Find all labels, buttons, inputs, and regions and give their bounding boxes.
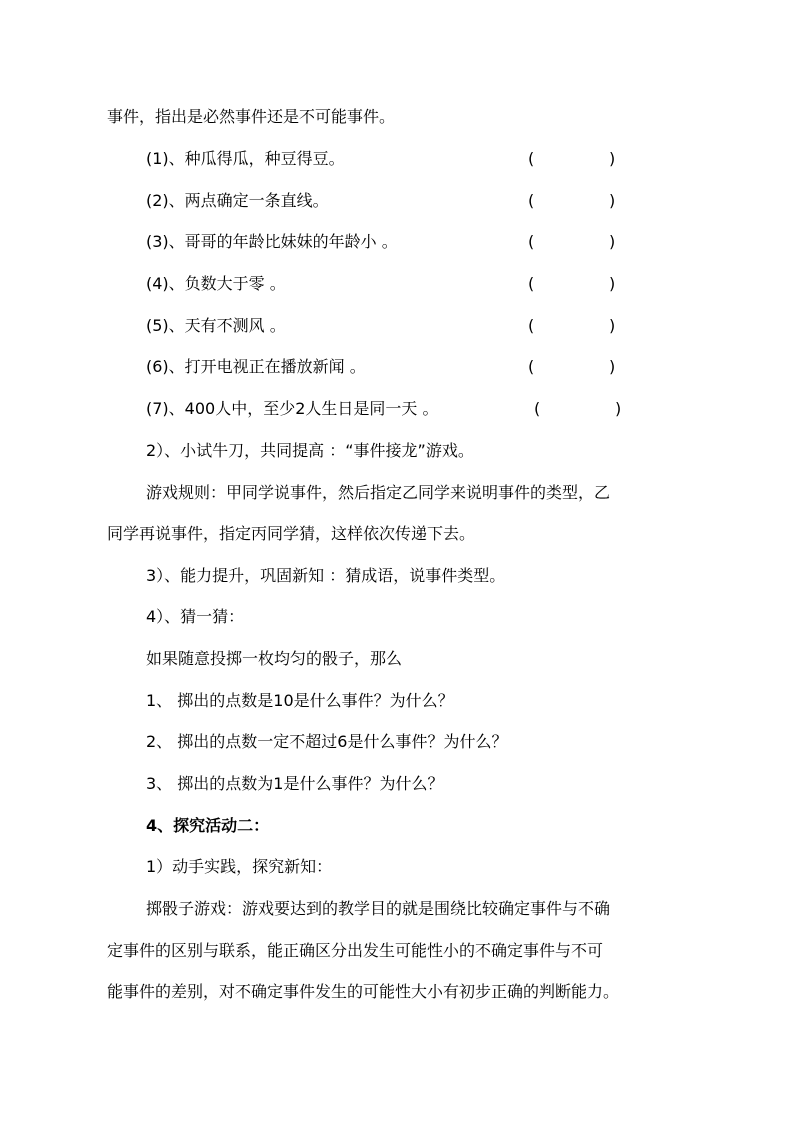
answer-close-paren-1: ): [609, 149, 616, 168]
question-5: (5)、天有不测风 。: [146, 316, 286, 335]
section-4-heading: 4）、猜一猜：: [146, 607, 245, 626]
dice-question-2: 2、 掷出的点数一定不超过6是什么事件？为什么？: [146, 732, 508, 751]
question-2: (2)、两点确定一条直线。: [146, 191, 329, 210]
answer-close-paren-3: ): [609, 232, 616, 251]
question-6: (6)、打开电视正在播放新闻 。: [146, 357, 366, 376]
intro-text: 事件，指出是必然事件还是不可能事件。: [107, 107, 396, 126]
activity-subheading: 1）动手实践，探究新知：: [146, 857, 333, 876]
answer-open-paren-1: (: [528, 149, 535, 168]
dice-game-line-1: 掷骰子游戏：游戏要达到的教学目的就是围绕比较确定事件与不确: [146, 899, 611, 918]
question-1: (1)、种瓜得瓜，种豆得豆。: [146, 149, 345, 168]
answer-close-paren-4: ): [609, 274, 616, 293]
answer-open-paren-3: (: [528, 232, 535, 251]
section-2-heading: 2）、小试牛刀，共同提高 ：“事件接龙”游戏。: [146, 441, 474, 460]
answer-open-paren-6: (: [528, 357, 535, 376]
answer-open-paren-5: (: [528, 316, 535, 335]
dice-game-line-2: 定事件的区别与联系，能正确区分出发生可能性小的不确定事件与不可: [107, 941, 604, 960]
answer-open-paren-7: (: [534, 399, 541, 418]
dice-game-line-3: 能事件的差别，对不确定事件发生的可能性大小有初步正确的判断能力。: [107, 982, 620, 1001]
question-4: (4)、负数大于零 。: [146, 274, 286, 293]
activity-2-heading: 4、探究活动二：: [146, 816, 270, 835]
answer-open-paren-4: (: [528, 274, 535, 293]
answer-open-paren-2: (: [528, 191, 535, 210]
dice-intro: 如果随意投掷一枚均匀的骰子，那么: [146, 649, 403, 668]
game-rules-line-1: 游戏规则：甲同学说事件，然后指定乙同学来说明事件的类型，乙: [146, 483, 611, 502]
game-rules-line-2: 同学再说事件，指定丙同学猜，这样依次传递下去。: [107, 524, 476, 543]
answer-close-paren-6: ): [609, 357, 616, 376]
answer-close-paren-2: ): [609, 191, 616, 210]
answer-close-paren-7: ): [615, 399, 622, 418]
dice-question-3: 3、 掷出的点数为1是什么事件？为什么？: [146, 774, 444, 793]
answer-close-paren-5: ): [609, 316, 616, 335]
question-3: (3)、哥哥的年龄比妹妹的年龄小 。: [146, 232, 398, 251]
section-3-heading: 3）、能力提升，巩固新知 ：猜成语，说事件类型。: [146, 566, 506, 585]
question-7: (7)、400人中，至少2人生日是同一天 。: [146, 399, 439, 418]
dice-question-1: 1、 掷出的点数是10是什么事件？为什么？: [146, 691, 454, 710]
